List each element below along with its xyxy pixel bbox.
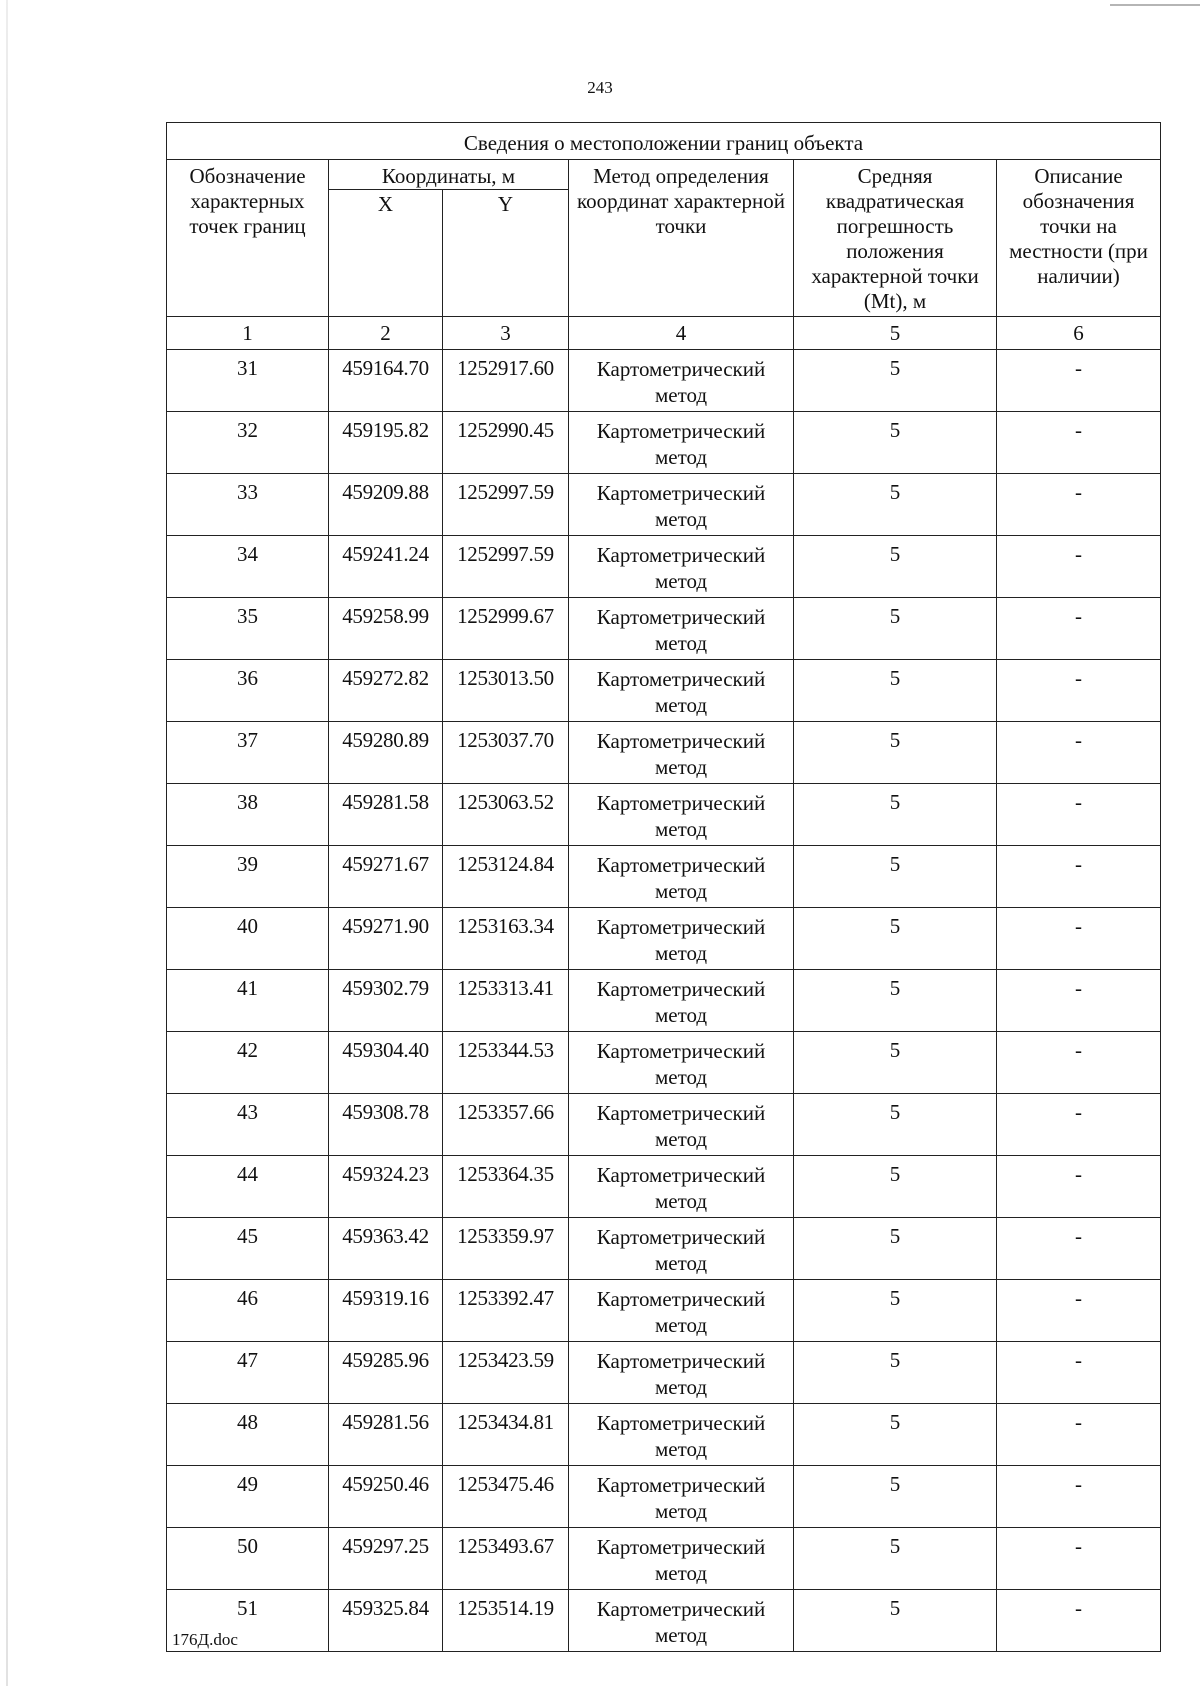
x-coordinate-cell: 459241.24 bbox=[329, 536, 443, 598]
table-title: Сведения о местоположении границ объекта bbox=[167, 123, 1161, 160]
table-row bbox=[167, 1156, 1161, 1218]
mean-error-cell: 5 bbox=[794, 1156, 997, 1218]
mean-error-cell: 5 bbox=[794, 970, 997, 1032]
column-number: 1 bbox=[167, 317, 329, 350]
scan-edge-top bbox=[1110, 4, 1200, 6]
mean-error-cell: 5 bbox=[794, 1466, 997, 1528]
x-coordinate-cell: 459363.42 bbox=[329, 1218, 443, 1280]
x-coordinate-cell: 459195.82 bbox=[329, 412, 443, 474]
y-coordinate-cell: 1253475.46 bbox=[443, 1466, 569, 1528]
mean-error-cell: 5 bbox=[794, 1094, 997, 1156]
mean-error-cell: 5 bbox=[794, 1404, 997, 1466]
method-cell: Картометрический метод bbox=[569, 1032, 794, 1094]
description-cell: - bbox=[997, 1528, 1161, 1590]
y-coordinate-cell: 1252917.60 bbox=[443, 350, 569, 412]
table-row bbox=[167, 970, 1161, 1032]
method-cell: Картометрический метод bbox=[569, 1404, 794, 1466]
y-coordinate-cell: 1253364.35 bbox=[443, 1156, 569, 1218]
description-cell: - bbox=[997, 908, 1161, 970]
table-row bbox=[167, 1032, 1161, 1094]
y-coordinate-cell: 1253124.84 bbox=[443, 846, 569, 908]
y-coordinate-cell: 1253514.19 bbox=[443, 1590, 569, 1652]
column-number: 6 bbox=[997, 317, 1161, 350]
x-coordinate-cell: 459281.58 bbox=[329, 784, 443, 846]
point-cell: 49 bbox=[167, 1466, 329, 1528]
description-cell: - bbox=[997, 1156, 1161, 1218]
y-coordinate-cell: 1252997.59 bbox=[443, 474, 569, 536]
table-row bbox=[167, 722, 1161, 784]
point-cell: 48 bbox=[167, 1404, 329, 1466]
x-coordinate-cell: 459297.25 bbox=[329, 1528, 443, 1590]
description-cell: - bbox=[997, 1280, 1161, 1342]
x-coordinate-cell: 459271.90 bbox=[329, 908, 443, 970]
table-row bbox=[167, 536, 1161, 598]
x-coordinate-cell: 459308.78 bbox=[329, 1094, 443, 1156]
header-y: Y bbox=[443, 190, 569, 317]
description-cell: - bbox=[997, 350, 1161, 412]
point-cell: 33 bbox=[167, 474, 329, 536]
point-cell: 45 bbox=[167, 1218, 329, 1280]
y-coordinate-cell: 1252997.59 bbox=[443, 536, 569, 598]
description-cell: - bbox=[997, 1218, 1161, 1280]
method-cell: Картометрический метод bbox=[569, 1156, 794, 1218]
boundary-coordinates-table bbox=[166, 122, 1161, 1652]
point-cell: 46 bbox=[167, 1280, 329, 1342]
table-row bbox=[167, 1218, 1161, 1280]
point-cell: 34 bbox=[167, 536, 329, 598]
header-method: Метод определения координат характерной точки bbox=[569, 160, 794, 317]
header-point-designation: Обозначение характерных точек границ bbox=[167, 160, 329, 317]
scan-edge-left bbox=[6, 0, 8, 1686]
table-row bbox=[167, 846, 1161, 908]
y-coordinate-cell: 1253037.70 bbox=[443, 722, 569, 784]
point-cell: 39 bbox=[167, 846, 329, 908]
header-coordinates: Координаты, м bbox=[329, 160, 569, 190]
y-coordinate-cell: 1253063.52 bbox=[443, 784, 569, 846]
x-coordinate-cell: 459271.67 bbox=[329, 846, 443, 908]
x-coordinate-cell: 459324.23 bbox=[329, 1156, 443, 1218]
table-row bbox=[167, 1466, 1161, 1528]
description-cell: - bbox=[997, 536, 1161, 598]
method-cell: Картометрический метод bbox=[569, 846, 794, 908]
description-cell: - bbox=[997, 1094, 1161, 1156]
description-cell: - bbox=[997, 722, 1161, 784]
y-coordinate-cell: 1253493.67 bbox=[443, 1528, 569, 1590]
description-cell: - bbox=[997, 1466, 1161, 1528]
table-row bbox=[167, 412, 1161, 474]
method-cell: Картометрический метод bbox=[569, 970, 794, 1032]
method-cell: Картометрический метод bbox=[569, 1094, 794, 1156]
description-cell: - bbox=[997, 1590, 1161, 1652]
y-coordinate-cell: 1253434.81 bbox=[443, 1404, 569, 1466]
table-row bbox=[167, 1094, 1161, 1156]
header-x: X bbox=[329, 190, 443, 317]
point-cell: 40 bbox=[167, 908, 329, 970]
point-cell: 43 bbox=[167, 1094, 329, 1156]
column-number: 3 bbox=[443, 317, 569, 350]
method-cell: Картометрический метод bbox=[569, 660, 794, 722]
mean-error-cell: 5 bbox=[794, 722, 997, 784]
point-cell: 37 bbox=[167, 722, 329, 784]
mean-error-cell: 5 bbox=[794, 1528, 997, 1590]
y-coordinate-cell: 1253423.59 bbox=[443, 1342, 569, 1404]
table-row bbox=[167, 1528, 1161, 1590]
method-cell: Картометрический метод bbox=[569, 1218, 794, 1280]
x-coordinate-cell: 459285.96 bbox=[329, 1342, 443, 1404]
mean-error-cell: 5 bbox=[794, 412, 997, 474]
point-cell: 35 bbox=[167, 598, 329, 660]
description-cell: - bbox=[997, 660, 1161, 722]
mean-error-cell: 5 bbox=[794, 598, 997, 660]
y-coordinate-cell: 1252990.45 bbox=[443, 412, 569, 474]
y-coordinate-cell: 1253163.34 bbox=[443, 908, 569, 970]
column-number: 2 bbox=[329, 317, 443, 350]
mean-error-cell: 5 bbox=[794, 1032, 997, 1094]
mean-error-cell: 5 bbox=[794, 784, 997, 846]
table-row bbox=[167, 660, 1161, 722]
description-cell: - bbox=[997, 412, 1161, 474]
table-row bbox=[167, 474, 1161, 536]
method-cell: Картометрический метод bbox=[569, 474, 794, 536]
method-cell: Картометрический метод bbox=[569, 598, 794, 660]
page-number: 243 bbox=[587, 78, 613, 97]
x-coordinate-cell: 459250.46 bbox=[329, 1466, 443, 1528]
x-coordinate-cell: 459319.16 bbox=[329, 1280, 443, 1342]
header-description: Описание обозначения точки на местности (при наличии) bbox=[997, 160, 1161, 317]
description-cell: - bbox=[997, 784, 1161, 846]
mean-error-cell: 5 bbox=[794, 1590, 997, 1652]
description-cell: - bbox=[997, 1342, 1161, 1404]
x-coordinate-cell: 459302.79 bbox=[329, 970, 443, 1032]
mean-error-cell: 5 bbox=[794, 660, 997, 722]
table-row bbox=[167, 350, 1161, 412]
method-cell: Картометрический метод bbox=[569, 1528, 794, 1590]
column-number: 5 bbox=[794, 317, 997, 350]
y-coordinate-cell: 1252999.67 bbox=[443, 598, 569, 660]
mean-error-cell: 5 bbox=[794, 1218, 997, 1280]
description-cell: - bbox=[997, 846, 1161, 908]
x-coordinate-cell: 459209.88 bbox=[329, 474, 443, 536]
x-coordinate-cell: 459325.84 bbox=[329, 1590, 443, 1652]
method-cell: Картометрический метод bbox=[569, 536, 794, 598]
method-cell: Картометрический метод bbox=[569, 908, 794, 970]
mean-error-cell: 5 bbox=[794, 908, 997, 970]
column-number: 4 bbox=[569, 317, 794, 350]
y-coordinate-cell: 1253392.47 bbox=[443, 1280, 569, 1342]
table-row bbox=[167, 908, 1161, 970]
point-cell: 41 bbox=[167, 970, 329, 1032]
table-row bbox=[167, 784, 1161, 846]
mean-error-cell: 5 bbox=[794, 350, 997, 412]
header-mean-error: Средняя квадратическая погрешность положения характерной точки (Mt), м bbox=[794, 160, 997, 317]
method-cell: Картометрический метод bbox=[569, 784, 794, 846]
mean-error-cell: 5 bbox=[794, 846, 997, 908]
y-coordinate-cell: 1253013.50 bbox=[443, 660, 569, 722]
description-cell: - bbox=[997, 598, 1161, 660]
table-row bbox=[167, 1280, 1161, 1342]
table-row bbox=[167, 598, 1161, 660]
table-row bbox=[167, 1590, 1161, 1652]
point-cell: 32 bbox=[167, 412, 329, 474]
method-cell: Картометрический метод bbox=[569, 1466, 794, 1528]
point-cell: 36 bbox=[167, 660, 329, 722]
y-coordinate-cell: 1253357.66 bbox=[443, 1094, 569, 1156]
point-cell: 31 bbox=[167, 350, 329, 412]
point-cell: 50 bbox=[167, 1528, 329, 1590]
point-cell: 47 bbox=[167, 1342, 329, 1404]
table-row bbox=[167, 1342, 1161, 1404]
description-cell: - bbox=[997, 970, 1161, 1032]
y-coordinate-cell: 1253344.53 bbox=[443, 1032, 569, 1094]
point-cell: 42 bbox=[167, 1032, 329, 1094]
description-cell: - bbox=[997, 1032, 1161, 1094]
y-coordinate-cell: 1253313.41 bbox=[443, 970, 569, 1032]
document-reference: 176Д.doc bbox=[172, 1630, 238, 1649]
method-cell: Картометрический метод bbox=[569, 412, 794, 474]
table-row bbox=[167, 1404, 1161, 1466]
method-cell: Картометрический метод bbox=[569, 350, 794, 412]
description-cell: - bbox=[997, 474, 1161, 536]
x-coordinate-cell: 459258.99 bbox=[329, 598, 443, 660]
x-coordinate-cell: 459272.82 bbox=[329, 660, 443, 722]
x-coordinate-cell: 459280.89 bbox=[329, 722, 443, 784]
method-cell: Картометрический метод bbox=[569, 1280, 794, 1342]
point-cell: 38 bbox=[167, 784, 329, 846]
mean-error-cell: 5 bbox=[794, 474, 997, 536]
y-coordinate-cell: 1253359.97 bbox=[443, 1218, 569, 1280]
x-coordinate-cell: 459164.70 bbox=[329, 350, 443, 412]
mean-error-cell: 5 bbox=[794, 1342, 997, 1404]
mean-error-cell: 5 bbox=[794, 536, 997, 598]
method-cell: Картометрический метод bbox=[569, 1342, 794, 1404]
point-cell: 44 bbox=[167, 1156, 329, 1218]
point-cell: 51 bbox=[167, 1590, 329, 1652]
x-coordinate-cell: 459281.56 bbox=[329, 1404, 443, 1466]
method-cell: Картометрический метод bbox=[569, 722, 794, 784]
description-cell: - bbox=[997, 1404, 1161, 1466]
x-coordinate-cell: 459304.40 bbox=[329, 1032, 443, 1094]
mean-error-cell: 5 bbox=[794, 1280, 997, 1342]
method-cell: Картометрический метод bbox=[569, 1590, 794, 1652]
